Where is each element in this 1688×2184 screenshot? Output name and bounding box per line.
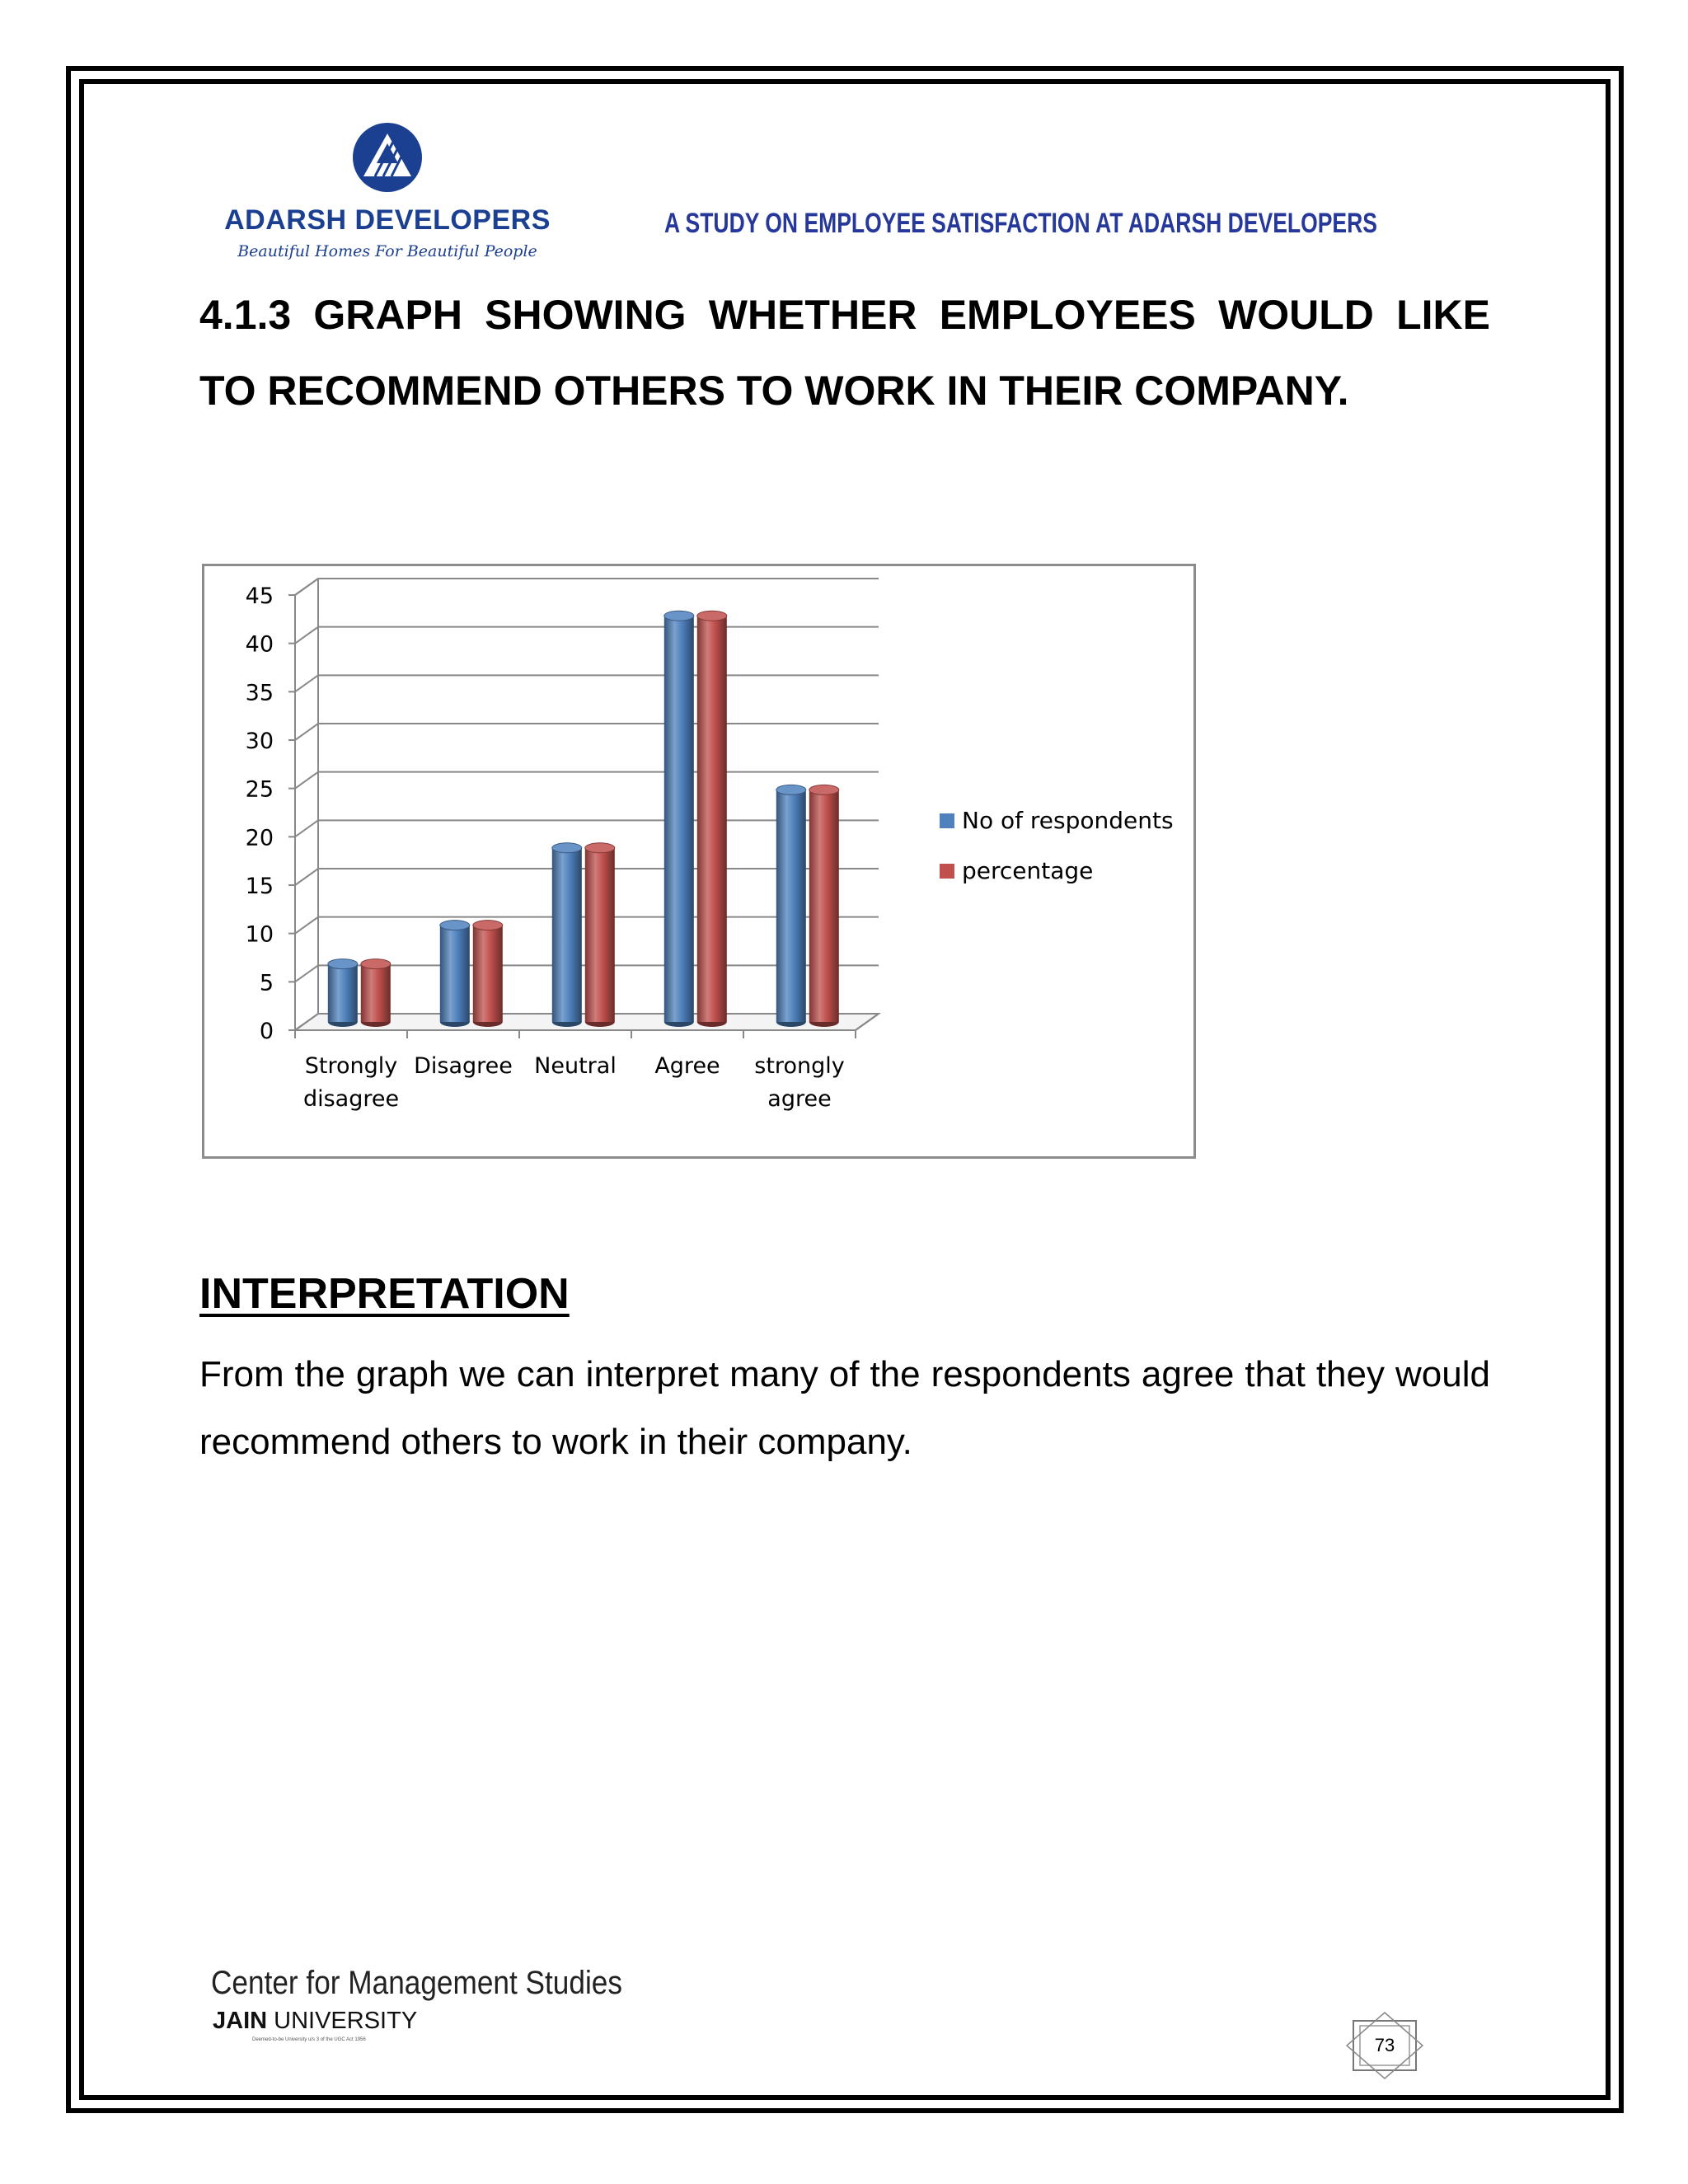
interpretation-title: INTERPRETATION — [199, 1270, 570, 1318]
bar — [328, 964, 358, 1022]
y-tick-label: 0 — [259, 1019, 274, 1044]
y-tick-label: 30 — [245, 729, 274, 754]
gridline-side — [295, 579, 318, 595]
bar — [697, 616, 727, 1022]
bar — [809, 790, 839, 1022]
x-tick-label-line: agree — [767, 1086, 832, 1112]
bar — [440, 926, 470, 1022]
x-tick-label-line: Strongly — [304, 1053, 398, 1079]
legend-swatch — [940, 813, 954, 828]
y-tick-label: 45 — [245, 583, 274, 609]
bar-top — [552, 843, 582, 853]
gridline-side — [295, 675, 318, 691]
bar-top — [809, 785, 839, 794]
gridline-side — [295, 869, 318, 885]
gridline-side — [295, 627, 318, 644]
y-tick-label: 40 — [245, 631, 274, 658]
bar-top — [585, 843, 615, 853]
footer-center-name: Center for Management Studies — [211, 1965, 622, 2001]
legend-swatch — [940, 864, 954, 879]
x-tick-label — [534, 1053, 617, 1079]
footer-university-rest: UNIVERSITY — [267, 2008, 418, 2034]
x-tick-label-line: Agree — [654, 1053, 720, 1079]
footer-university-bold: JAIN — [213, 2008, 268, 2034]
y-tick-label: 25 — [245, 776, 274, 803]
y-tick-label: 20 — [245, 825, 274, 851]
bar-top — [328, 959, 358, 969]
bar — [776, 790, 806, 1022]
gridline-side — [295, 820, 318, 837]
bar — [585, 848, 615, 1022]
study-title: A STUDY ON EMPLOYEE SATISFACTION AT ADARSH DEVELOPERS — [664, 208, 1377, 239]
bar — [664, 616, 694, 1022]
y-tick-label: 10 — [245, 921, 274, 948]
gridline-side — [295, 724, 318, 740]
gridline-side — [295, 772, 318, 789]
x-tick-label-line: Neutral — [534, 1053, 617, 1079]
interpretation-body: From the graph we can interpret many of the respondents agree that they would recommend others to work in their company. — [199, 1354, 1490, 1462]
brand-name: ADARSH DEVELOPERS — [224, 204, 551, 236]
bar — [473, 926, 503, 1022]
adarsh-logo-icon — [352, 122, 423, 193]
y-tick-label: 5 — [259, 970, 274, 996]
bar-top — [361, 959, 391, 969]
gridline-side — [295, 917, 318, 934]
x-tick-label — [414, 1053, 513, 1079]
page-number-badge — [1345, 2011, 1424, 2080]
bar-top — [440, 921, 470, 930]
bar-top — [776, 785, 806, 794]
bar — [361, 964, 391, 1022]
x-tick-label-line: disagree — [302, 1086, 400, 1112]
bar-top — [664, 611, 694, 621]
footer-fine-print: Deemed-to-be University u/s 3 of the UGC Act 1956 — [252, 2037, 366, 2042]
legend-label: No of respondents — [962, 807, 1174, 834]
x-tick-label-line: strongly — [754, 1053, 845, 1079]
y-tick-label: 15 — [245, 874, 274, 899]
x-tick-label — [303, 1053, 399, 1112]
gridline-side — [295, 965, 318, 982]
x-tick-label — [754, 1053, 844, 1112]
legend-label: percentage — [962, 857, 1094, 884]
footer-university — [213, 2008, 417, 2035]
x-tick-label-line: Disagree — [414, 1053, 513, 1079]
section-heading: 4.1.3 GRAPH SHOWING WHETHER EMPLOYEES WOULD LIKE TO RECOMMEND OTHERS TO WORK IN THEIR COMPANY. — [199, 292, 1490, 414]
chart-frame — [202, 564, 1196, 1159]
bar-top — [697, 611, 727, 621]
x-tick-label — [654, 1053, 720, 1079]
bar — [552, 848, 582, 1022]
bar-top — [473, 921, 503, 930]
brand-tagline: Beautiful Homes For Beautiful People — [237, 242, 537, 260]
page-number: 73 — [1374, 2035, 1395, 2055]
bar-chart — [204, 566, 1193, 1156]
y-tick-label: 35 — [245, 680, 274, 706]
